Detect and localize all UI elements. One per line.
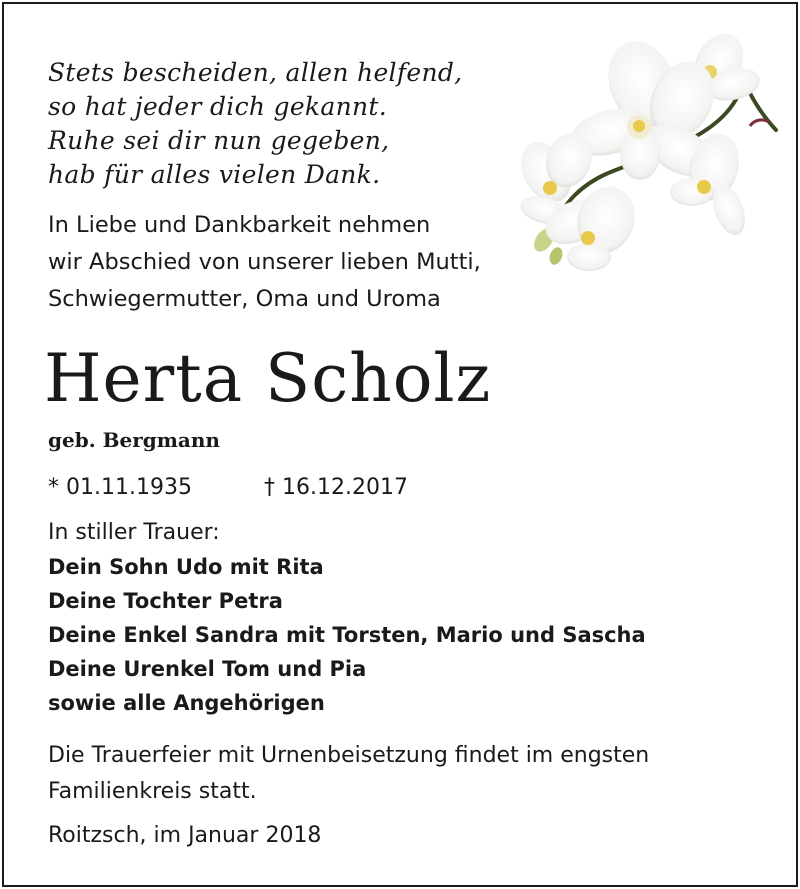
verse-line: so hat jeder dich gekannt. [48,92,387,121]
mourner-line: Deine Tochter Petra [48,589,283,613]
orchid-icon [514,22,784,282]
intro-line: Schwiegermutter, Oma und Uroma [48,286,441,312]
verse [48,56,462,192]
place-date: Roitzsch, im Januar 2018 [48,823,322,848]
mourner-line: Deine Enkel Sandra mit Torsten, Mario und Sascha [48,623,646,647]
mourner-line: Deine Urenkel Tom und Pia [48,657,367,681]
life-dates [48,471,408,505]
mourners [48,516,646,720]
obituary-notice [2,2,798,887]
verse-line: Stets bescheiden, allen helfend, [48,58,463,87]
intro-line: In Liebe und Dankbarkeit nehmen [48,212,431,238]
mourner-line: Dein Sohn Udo mit Rita [48,555,324,579]
birth-date: * 01.11.1935 [48,475,192,500]
intro-text [48,207,481,318]
verse-line: hab für alles vielen Dank. [48,160,381,189]
ceremony-note [48,738,649,810]
intro-line: wir Abschied von unserer lieben Mutti, [48,249,481,275]
death-date: † 16.12.2017 [264,475,408,500]
deceased-name: Herta Scholz [44,340,492,417]
ceremony-line: Familienkreis statt. [48,779,257,804]
ceremony-line: Die Trauerfeier mit Urnenbeisetzung findet im engsten [48,743,650,768]
maiden-name: geb. Bergmann [48,428,220,452]
mourner-line: sowie alle Angehörigen [48,691,325,715]
mourners-heading: In stiller Trauer: [48,520,220,545]
verse-line: Ruhe sei dir nun gegeben, [48,126,390,155]
